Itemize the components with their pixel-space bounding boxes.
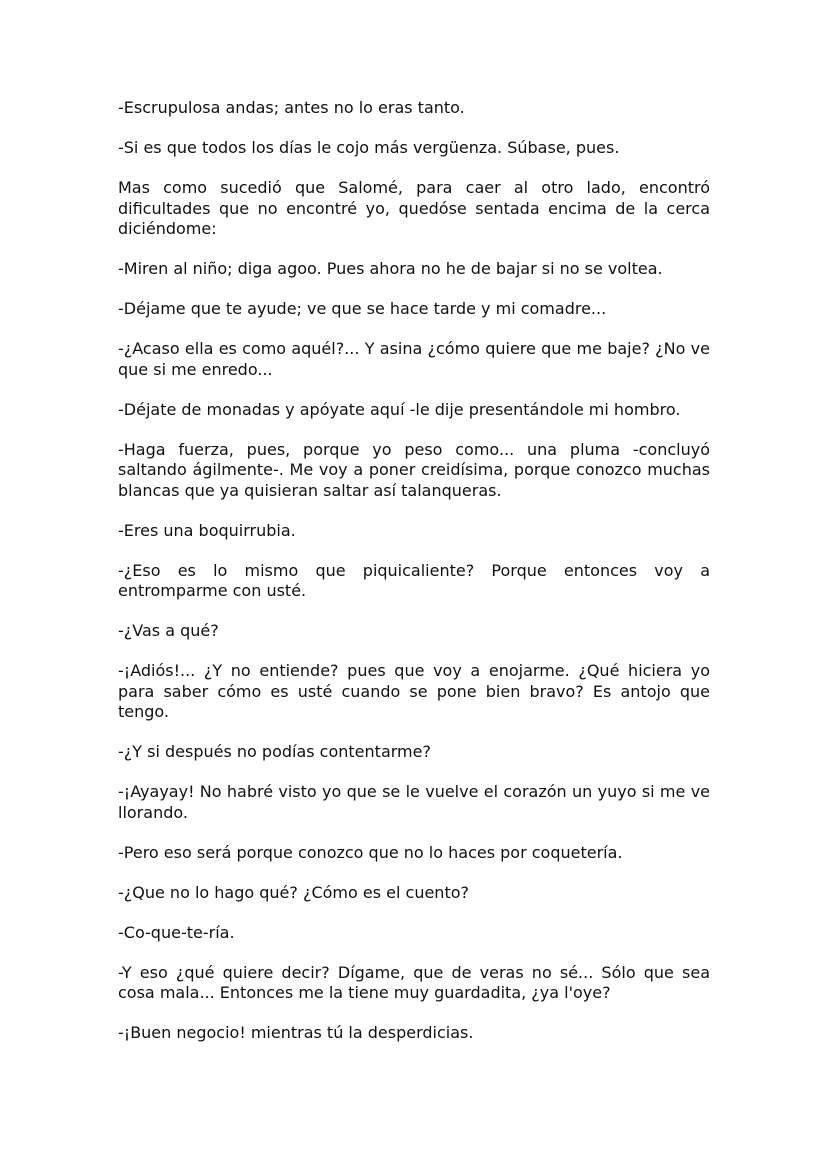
paragraph-17: -Co-que-te-ría. bbox=[118, 922, 235, 942]
document-page bbox=[118, 98, 710, 1063]
paragraph-7: -Déjate de monadas y apóyate aquí -le dije presentándole mi hombro. bbox=[118, 399, 681, 419]
paragraph-8: -Haga fuerza, pues, porque yo peso como... una pluma -concluyó saltando ágilmente-. Me voy a poner creidísima, porque conozco muchas blancas que ya quisieran saltar así talanqueras. bbox=[118, 439, 710, 500]
paragraph-2: -Si es que todos los días le cojo más vergüenza. Súbase, pues. bbox=[118, 138, 620, 157]
paragraph-6: -¿Acaso ella es como aquél?... Y asina ¿cómo quiere que me baje? ¿No ve que si me enredo... bbox=[118, 339, 710, 379]
paragraph-5: -Déjame que te ayude; ve que se hace tarde y mi comadre... bbox=[118, 299, 607, 318]
paragraph-9: -Eres una boquirrubia. bbox=[118, 520, 296, 540]
paragraph-14: -¡Ayayay! No habré visto yo que se le vuelve el corazón un yuyo si me ve llorando. bbox=[118, 782, 710, 822]
paragraph-13: -¿Y si después no podías contentarme? bbox=[118, 742, 431, 761]
paragraph-11: -¿Vas a qué? bbox=[118, 621, 219, 640]
paragraph-12: -¡Adiós!... ¿Y no entiende? pues que voy a enojarme. ¿Qué hiciera yo para saber cómo es usté cuando se pone bien bravo? Es antojo que tengo. bbox=[118, 661, 710, 721]
paragraph-19: -¡Buen negocio! mientras tú la desperdicias. bbox=[118, 1023, 474, 1042]
paragraph-18: -Y eso ¿qué quiere decir? Dígame, que de veras no sé... Sólo que sea cosa mala... Entonces me la tiene muy guardadita, ¿ya l'oye? bbox=[118, 962, 710, 1002]
paragraph-10: -¿Eso es lo mismo que piquicaliente? Porque entonces voy a entromparme con usté. bbox=[118, 560, 710, 600]
paragraph-1: -Escrupulosa andas; antes no lo eras tanto. bbox=[118, 98, 465, 117]
paragraph-3: Mas como sucedió que Salomé, para caer al otro lado, encontró dificultades que no encontré yo, quedóse sentada encima de la cerca diciéndome: bbox=[118, 178, 710, 238]
paragraph-16: -¿Que no lo hago qué? ¿Cómo es el cuento? bbox=[118, 882, 469, 902]
paragraph-4: -Miren al niño; diga agoo. Pues ahora no he de bajar si no se voltea. bbox=[118, 259, 663, 278]
paragraph-15: -Pero eso será porque conozco que no lo haces por coquetería. bbox=[118, 842, 623, 862]
